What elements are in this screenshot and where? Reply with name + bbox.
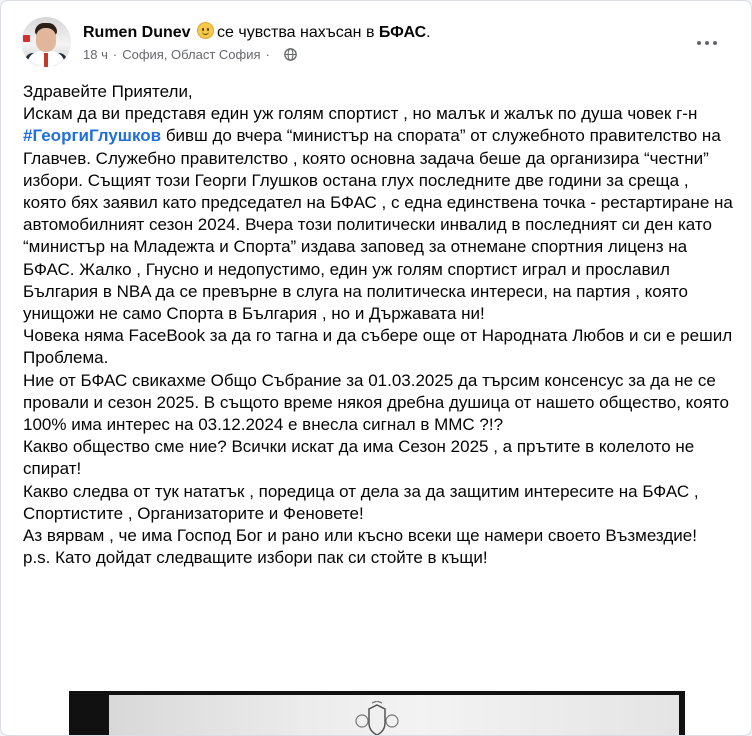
body-paragraph: Аз вярвам , че има Господ Бог и рано или късно всеки ще намери своето Възмездие!: [23, 526, 697, 546]
post-title-line: [83, 22, 431, 42]
feeling-place-link[interactable]: БФАС: [378, 24, 427, 41]
body-paragraph: Искам да ви представя един уж голям спортист , но малък и жалък по душа човек г-н #ГеоргиГлушков бивш до вчера “министър на спората” от служебното правителство на Главчев. Служебно правителство , която основна задача беше да организира “честни” избори. Същият този Георги Глушков остана глух последните две години за среща , която бях заявил като председател на БФАС , с една единствена точка - рестартиране на автомобилният сезон 2024. Вчера този политически инвалид в последният си ден като “министър на Младежта и Спорта” издава заповед за отнемане спортния лиценз на БФАС. Жалко , Гнусно и недопустимо, един уж голям спортист играл и прославил България в NBA да се превърне в слуга на политическа интереси, на партия , която унищожи не само Спорта в България , но и Държавата ни!: [23, 104, 733, 324]
body-paragraph: Какво следва от тук нататък , поредица от дела за да защитим интересите на БФАС , Спортистите , Организаторите и Феновете!: [23, 481, 699, 523]
author-avatar[interactable]: [21, 17, 71, 67]
title-period: .: [426, 24, 431, 41]
meta-separator: ·: [112, 47, 118, 62]
post-meta: [83, 47, 297, 62]
more-options-icon[interactable]: [695, 39, 719, 47]
body-paragraph: Ние от БФАС свикахме Общо Събрание за 01.03.2025 да търсим консенсус за да не се провали и сезон 2025. В същото време някоя дребна душица от нашето общество, която 100% има интерес на 03.12.2024 е внесла сигнал в ММС ?!?: [23, 370, 729, 435]
grinning-face-icon: [197, 22, 214, 39]
post-body: [23, 81, 733, 569]
hashtag-link[interactable]: #ГеоргиГлушков: [23, 126, 162, 146]
body-paragraph: Какво общество сме ние? Всички искат да има Сезон 2025 , а прътите в колелото не спират!: [23, 437, 695, 479]
body-paragraph: Здравейте Приятели,: [23, 82, 193, 101]
crest-icon: [354, 701, 400, 736]
post-location[interactable]: София, Област София: [122, 47, 261, 62]
feeling-text: се чувства нахъсан в: [217, 24, 375, 41]
post-header: [21, 17, 735, 69]
body-paragraph: p.s. Като дойдат следващите избори пак си стойте в къщи!: [23, 548, 488, 568]
attached-photo[interactable]: [69, 691, 685, 736]
post-time[interactable]: 18 ч: [83, 47, 108, 62]
author-name[interactable]: Rumen Dunev: [83, 24, 191, 41]
meta-separator: ·: [265, 47, 270, 62]
globe-icon[interactable]: [284, 48, 297, 61]
body-paragraph: Човека няма FaceBook за да го тагна и да събере още от Народната Любов и си е решил Проблема.: [23, 326, 733, 368]
